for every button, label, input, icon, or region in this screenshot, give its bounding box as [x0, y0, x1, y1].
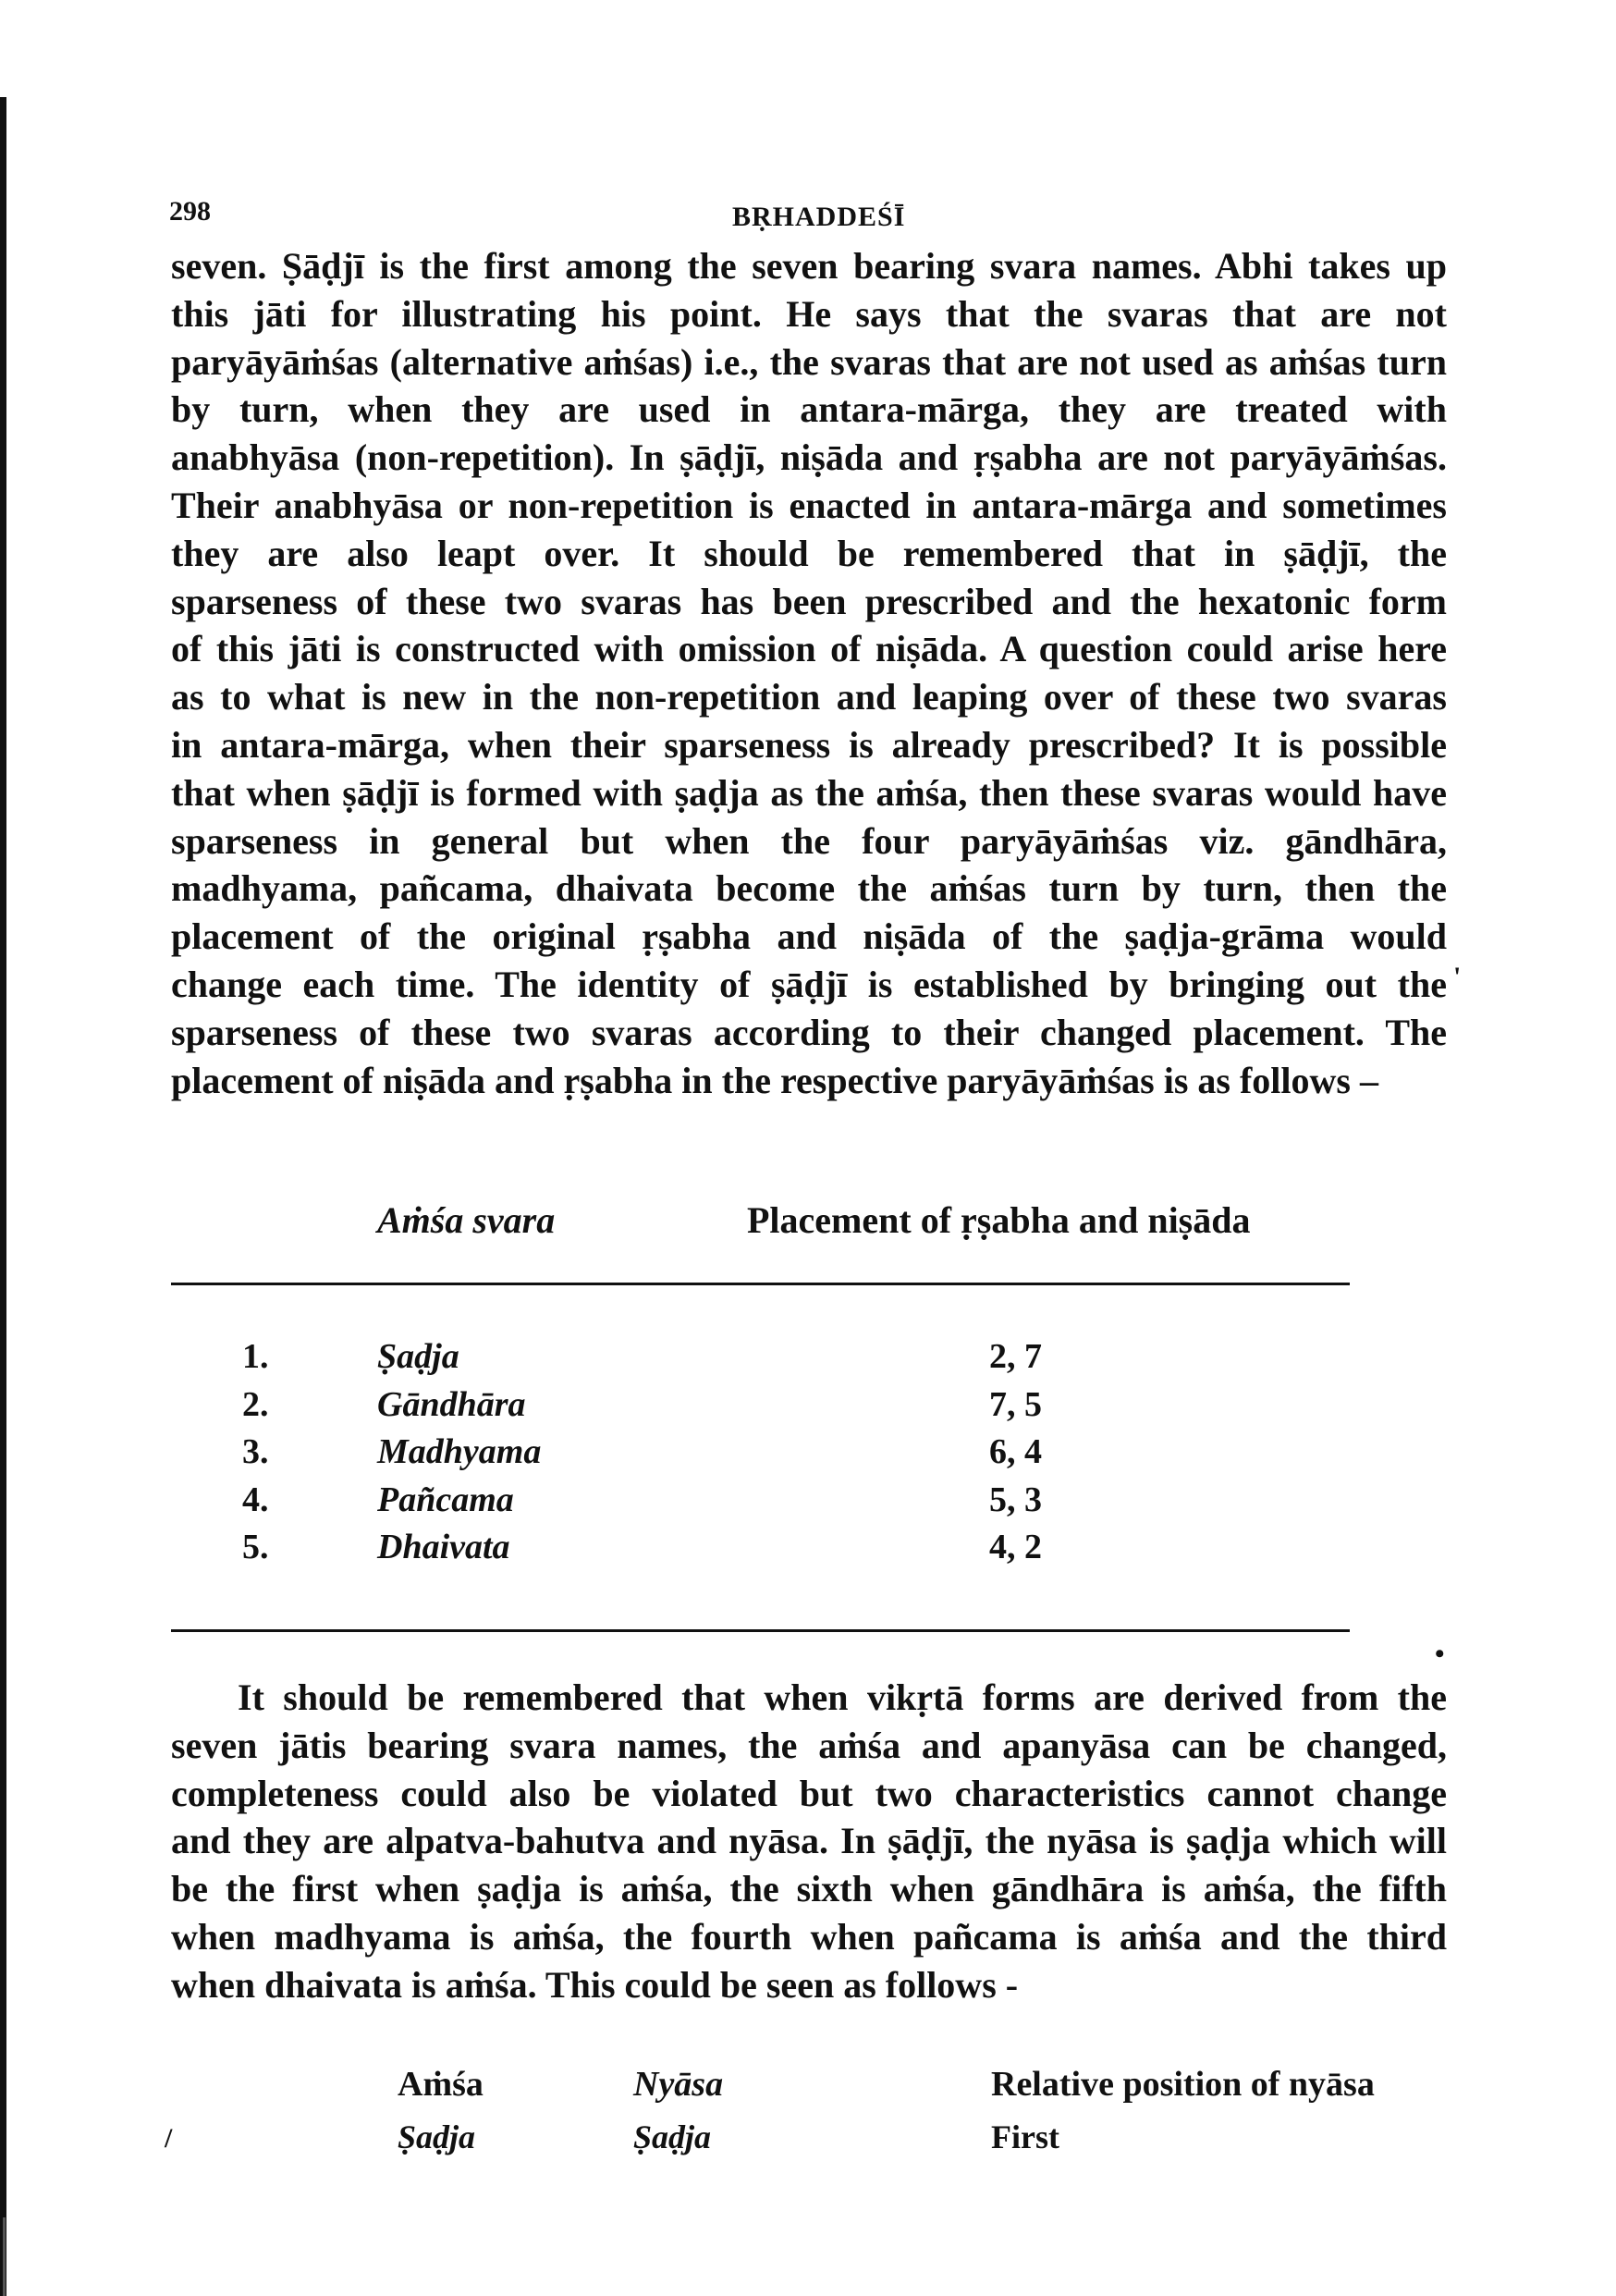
paragraph-1-line: change each time. The identity of ṣāḍjī is established by bringing out the [171, 963, 1447, 1005]
table1-col-header-placement: Placement of ṛṣabha and niṣāda [747, 1199, 1251, 1241]
paragraph-2-line: when dhaivata is aṁśa. This could be seen as follows - [171, 1963, 1019, 2006]
paragraph-2 [171, 1674, 1447, 2009]
paragraph-1-line: placement of niṣāda and ṛṣabha in the respective paryāyāṁśas is as follows – [171, 1059, 1378, 1101]
table1-row-svara: Dhaivata [377, 1528, 510, 1566]
paragraph-2-line: seven jātis bearing svara names, the aṁśa and apanyāsa can be changed, [171, 1724, 1447, 1766]
table2-header-amsa: Aṁśa [398, 2065, 484, 2104]
table1-col-header-amsa: Aṁśa svara [377, 1199, 556, 1241]
paragraph-1-line: seven. Ṣāḍjī is the first among the seven bearing svara names. Abhi takes up [171, 245, 1447, 287]
table1-row-placement: 5, 3 [989, 1480, 1042, 1519]
paragraph-1-line: sparseness of these two svaras according to their changed placement. The [171, 1011, 1447, 1053]
margin-dot-bottom: • [1435, 1639, 1445, 1669]
paragraph-1-line: that when ṣāḍjī is formed with ṣaḍja as the aṁśa, then these svaras would have [171, 771, 1447, 814]
table1-row-placement: 7, 5 [989, 1385, 1042, 1424]
table1-row-svara: Ṣaḍja [377, 1337, 459, 1376]
table1-top-rule [171, 1283, 1350, 1285]
paragraph-1-line: in antara-mārga, when their sparseness is already prescribed? It is possible [171, 723, 1447, 766]
table2-cell-position: First [991, 2118, 1059, 2155]
paragraph-1-line: sparseness in general but when the four paryāyāṁśas viz. gāndhāra, [171, 819, 1447, 862]
table1-row-svara: Gāndhāra [377, 1385, 526, 1424]
paragraph-1-line: of this jāti is constructed with omission of niṣāda. A question could arise here [171, 628, 1447, 670]
paragraph-1-line: as to what is new in the non-repetition and leaping over of these two svaras [171, 676, 1447, 718]
scan-edge [0, 97, 6, 2296]
table1-row-number: 4. [242, 1480, 269, 1519]
table1-row-placement: 4, 2 [989, 1528, 1042, 1566]
paragraph-1-line: paryāyāṁśas (alternative aṁśas) i.e., the svaras that are not used as aṁśas turn [171, 340, 1447, 383]
table2-header-nyasa: Nyāsa [633, 2065, 724, 2104]
paragraph-2-line: when madhyama is aṁśa, the fourth when pañcama is aṁśa and the third [171, 1915, 1447, 1958]
paragraph-1-line: by turn, when they are used in antara-mārga, they are treated with [171, 388, 1447, 431]
paragraph-1-line: Their anabhyāsa or non-repetition is enacted in antara-mārga and sometimes [171, 484, 1447, 526]
paragraph-1-line: anabhyāsa (non-repetition). In ṣāḍjī, niṣāda and ṛṣabha are not paryāyāṁśas. [171, 436, 1447, 479]
paragraph-1 [171, 242, 1447, 1104]
table1-row [0, 1431, 1616, 1478]
table2-header-relative-position: Relative position of nyāsa [991, 2065, 1375, 2104]
table1-row-number: 5. [242, 1528, 269, 1566]
paragraph-1-line: this jāti for illustrating his point. He says that the svaras that are not [171, 292, 1447, 335]
paragraph-1-line: madhyama, pañcama, dhaivata become the aṁśas turn by turn, then the [171, 867, 1447, 910]
table1-row [0, 1480, 1616, 1526]
table1-row-number: 2. [242, 1385, 269, 1424]
scan-edge-tick [3, 2217, 6, 2296]
margin-slash-left: / [165, 2123, 173, 2154]
paragraph-1-line: sparseness of these two svaras has been prescribed and the hexatonic form [171, 580, 1447, 622]
margin-dot-right: ' [1453, 962, 1462, 992]
paragraph-2-line: and they are alpatva-bahutva and nyāsa. In ṣāḍjī, the nyāsa is ṣaḍja which will [171, 1820, 1447, 1862]
table2-cell-nyasa: Ṣaḍja [633, 2118, 712, 2155]
table1-row-placement: 2, 7 [989, 1337, 1042, 1376]
table1-row [0, 1384, 1616, 1430]
paragraph-2-line: be the first when ṣaḍja is aṁśa, the sixth when gāndhāra is aṁśa, the fifth [171, 1868, 1447, 1910]
table1-row [0, 1527, 1616, 1573]
table1-row-placement: 6, 4 [989, 1432, 1042, 1471]
table1-row-number: 1. [242, 1337, 269, 1376]
table1-bottom-rule [171, 1629, 1350, 1632]
paragraph-1-line: placement of the original ṛṣabha and niṣāda of the ṣaḍja-grāma would [171, 915, 1447, 958]
paragraph-2-line: It should be remembered that when vikṛtā forms are derived from the [238, 1676, 1447, 1718]
table2-cell-amsa: Ṣaḍja [398, 2118, 476, 2155]
table1-row-number: 3. [242, 1432, 269, 1471]
table1-row-svara: Pañcama [377, 1480, 514, 1519]
table1-row [0, 1336, 1616, 1382]
running-head: BṚHADDEŚĪ [732, 202, 906, 232]
page-number: 298 [169, 196, 211, 227]
table1-row-svara: Madhyama [377, 1432, 542, 1471]
paragraph-1-line: they are also leapt over. It should be remembered that in ṣāḍjī, the [171, 532, 1447, 574]
paragraph-2-line: completeness could also be violated but two characteristics cannot change [171, 1772, 1447, 1814]
